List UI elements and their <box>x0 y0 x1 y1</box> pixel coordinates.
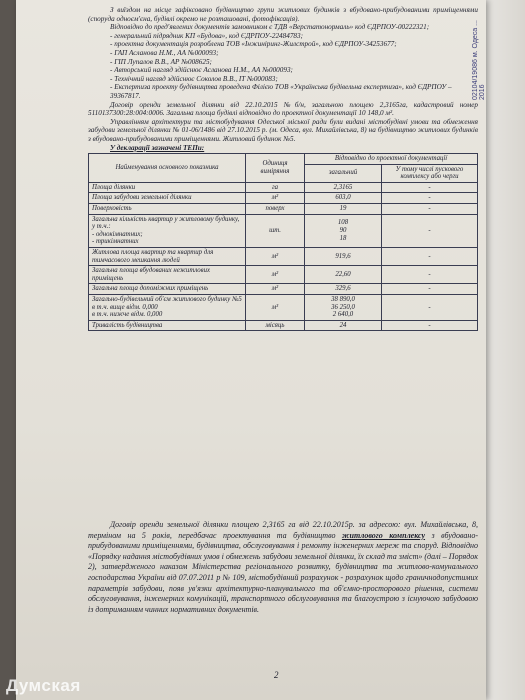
header-start-complex: У тому числі пускового комплексу або черги <box>382 164 478 182</box>
table-row <box>89 295 478 321</box>
intro-paragraph-2: Відповідно до пред'явлених документів замовником є ТДВ «Верстатонормаль» код ЄДРПОУ-00222321; <box>110 23 430 32</box>
conditions-paragraph: Управлінням архітектури та містобудування Одеської міської ради були видані містобудівні умови та обмеження забудови земельної ділянки № 01-06/1486 від 27.10.2015 р. (м. Одеса, вул. Михайлівська, 8) на будівництво житлових будинків з вбудовано-прибудованими приміщеннями. Житловий будинок №5. <box>88 117 478 143</box>
table-row <box>89 204 478 215</box>
row-name-cell: Загальна площа допоміжних приміщень <box>89 284 246 295</box>
row-total-cell: 19 <box>305 204 382 215</box>
header-doc: Відповідно до проектної документації <box>305 154 478 165</box>
row-total-cell: 22,60 <box>305 266 382 284</box>
list-item: - Технічний нагляд здійснює Соколов В.В., ІТ №000083; <box>88 75 478 84</box>
list-item: - ГАП Асланова Н.М., АА №000093; <box>88 49 478 58</box>
participants-list <box>88 32 478 101</box>
list-item: - генеральний підрядник КП «Будова», код ЄДРПОУ-22484783; <box>88 32 478 41</box>
table-row <box>89 182 478 193</box>
row-total-cell: 38 890,0 36 250,0 2 640,0 <box>305 295 382 321</box>
row-name-cell: Площа забудови земельної ділянки <box>89 193 246 204</box>
row-unit-cell: м² <box>246 284 305 295</box>
header-name: Найменування основного показника <box>89 154 246 183</box>
row-total-cell: 919,6 <box>305 248 382 266</box>
bottom-text-c: з вбудовано-прибудованими приміщеннями, будівництва, обслуговування і ремонту інженерних мереж та споруд. Відповідно «Порядку надання містобудівних умов і обмежень забудови земельної ділянки, їх склад та зміст» (далі – Порядок 2), затвердженого наказом Міністерства регіонального розвитку, будівництва та житлово-комунального господарства України від 07.07.2011 р № 109, містобудівний розрахунок - розрахунок щодо граничнодопустимих параметрів забудови, появ ув'язки архітектурно-планувального та об'ємно-просторового рішення, системи обслуговування, інженерних комунікацій, транспортного обслуговування та благоустрою з існуючою забудовою із дотриманням чинних нормативних документів. <box>88 530 479 614</box>
row-unit-cell: місяць <box>246 320 305 331</box>
row-unit-cell: м² <box>246 266 305 284</box>
row-name-cell: Поверховість <box>89 204 246 215</box>
row-name-cell: Житлова площа квартир та квартир для тимчасового мешкання людей <box>89 248 246 266</box>
bottom-paragraph <box>88 520 478 615</box>
row-unit-cell: м² <box>246 248 305 266</box>
row-unit-cell: м² <box>246 193 305 204</box>
row-unit-cell: поверх <box>246 204 305 215</box>
row-total-cell: 329,6 <box>305 284 382 295</box>
list-item: - ГІП Лупалов В.В., АР №008625; <box>88 58 478 67</box>
row-start-cell: - <box>382 266 478 284</box>
table-header-row <box>89 154 478 165</box>
list-item: - проектна документація розроблена ТОВ «Інжиніринг-Жилстрой», код ЄДРПОУ-34253677; <box>88 40 478 49</box>
document-body <box>88 6 478 331</box>
page-number: 2 <box>274 670 279 680</box>
row-unit-cell: га <box>246 182 305 193</box>
row-name-cell: Площа ділянки <box>89 182 246 193</box>
registration-stamp: 02104/19086 м. Одеса ... 2016 <box>472 20 486 100</box>
document-page <box>16 0 486 700</box>
row-start-cell: - <box>382 214 478 247</box>
row-start-cell: - <box>382 248 478 266</box>
row-total-cell: 603,0 <box>305 193 382 204</box>
row-name-cell: Загальна площа вбудованих нежитлових приміщень <box>89 266 246 284</box>
table-row <box>89 214 478 247</box>
table-row <box>89 266 478 284</box>
row-start-cell: - <box>382 320 478 331</box>
header-unit: Одиниця виміряння <box>246 154 305 183</box>
declaration-title: У декларації зазначені ТЕПи: <box>110 143 205 152</box>
row-start-cell: - <box>382 193 478 204</box>
row-name-cell: Загально-будівельний об'єм житлового будинку №5 в т.ч. вище відм. 0,000 в т.ч. нижче відм. 0,000 <box>89 295 246 321</box>
row-unit-cell: м³ <box>246 295 305 321</box>
table-row <box>89 320 478 331</box>
table-row <box>89 284 478 295</box>
row-start-cell: - <box>382 295 478 321</box>
row-total-cell: 2,3165 <box>305 182 382 193</box>
table-row <box>89 248 478 266</box>
list-item: - Експертиза проекту будівництва проведена Філією ТОВ «Українська будівельна експертиза», код ЄДРПОУ – 39367817. <box>88 83 478 100</box>
row-total-cell: 24 <box>305 320 382 331</box>
bottom-text-a: Договір оренди земельної ділянки площею 2,3165 га від 22.10.2015р. за адресою: вул. Михайлівська, 8, терміном на 5 років, передбачає проектування та будівництво <box>88 520 478 540</box>
watermark-logo: Думская <box>6 676 81 695</box>
row-start-cell: - <box>382 284 478 295</box>
row-total-cell: 108 90 18 <box>305 214 382 247</box>
row-name-cell: Загальна кількість квартир у житловому будинку, у т.ч.: - однокімнатних; - трикімнатних <box>89 214 246 247</box>
bottom-text-emphasis: житлового комплексу <box>341 530 426 540</box>
row-start-cell: - <box>382 204 478 215</box>
intro-paragraph-1: З виїздом на місце зафіксовано будівництво групи житлових будинків з вбудовано-прибудованими приміщеннями (споруда одноєм'єна, будівлі окремо не розташовані, фотофіксація). <box>88 6 478 23</box>
row-start-cell: - <box>382 182 478 193</box>
header-total: загальний <box>305 164 382 182</box>
table-row <box>89 193 478 204</box>
table-body <box>89 182 478 331</box>
tep-table <box>88 153 478 331</box>
row-name-cell: Тривалість будівництва <box>89 320 246 331</box>
list-item: - Авторський нагляд здійснює Асланова Н.М., АА №000093; <box>88 66 478 75</box>
lease-paragraph: Договір оренди земельної ділянки від 22.10.2015 №б/н, загальною площею 2,3165га, кадастровий номер 5110137300:28:004:0006. Загальна площа будівлі відповідно до проектної документації 10 148,0 м². <box>88 100 478 118</box>
row-unit-cell: шт. <box>246 214 305 247</box>
